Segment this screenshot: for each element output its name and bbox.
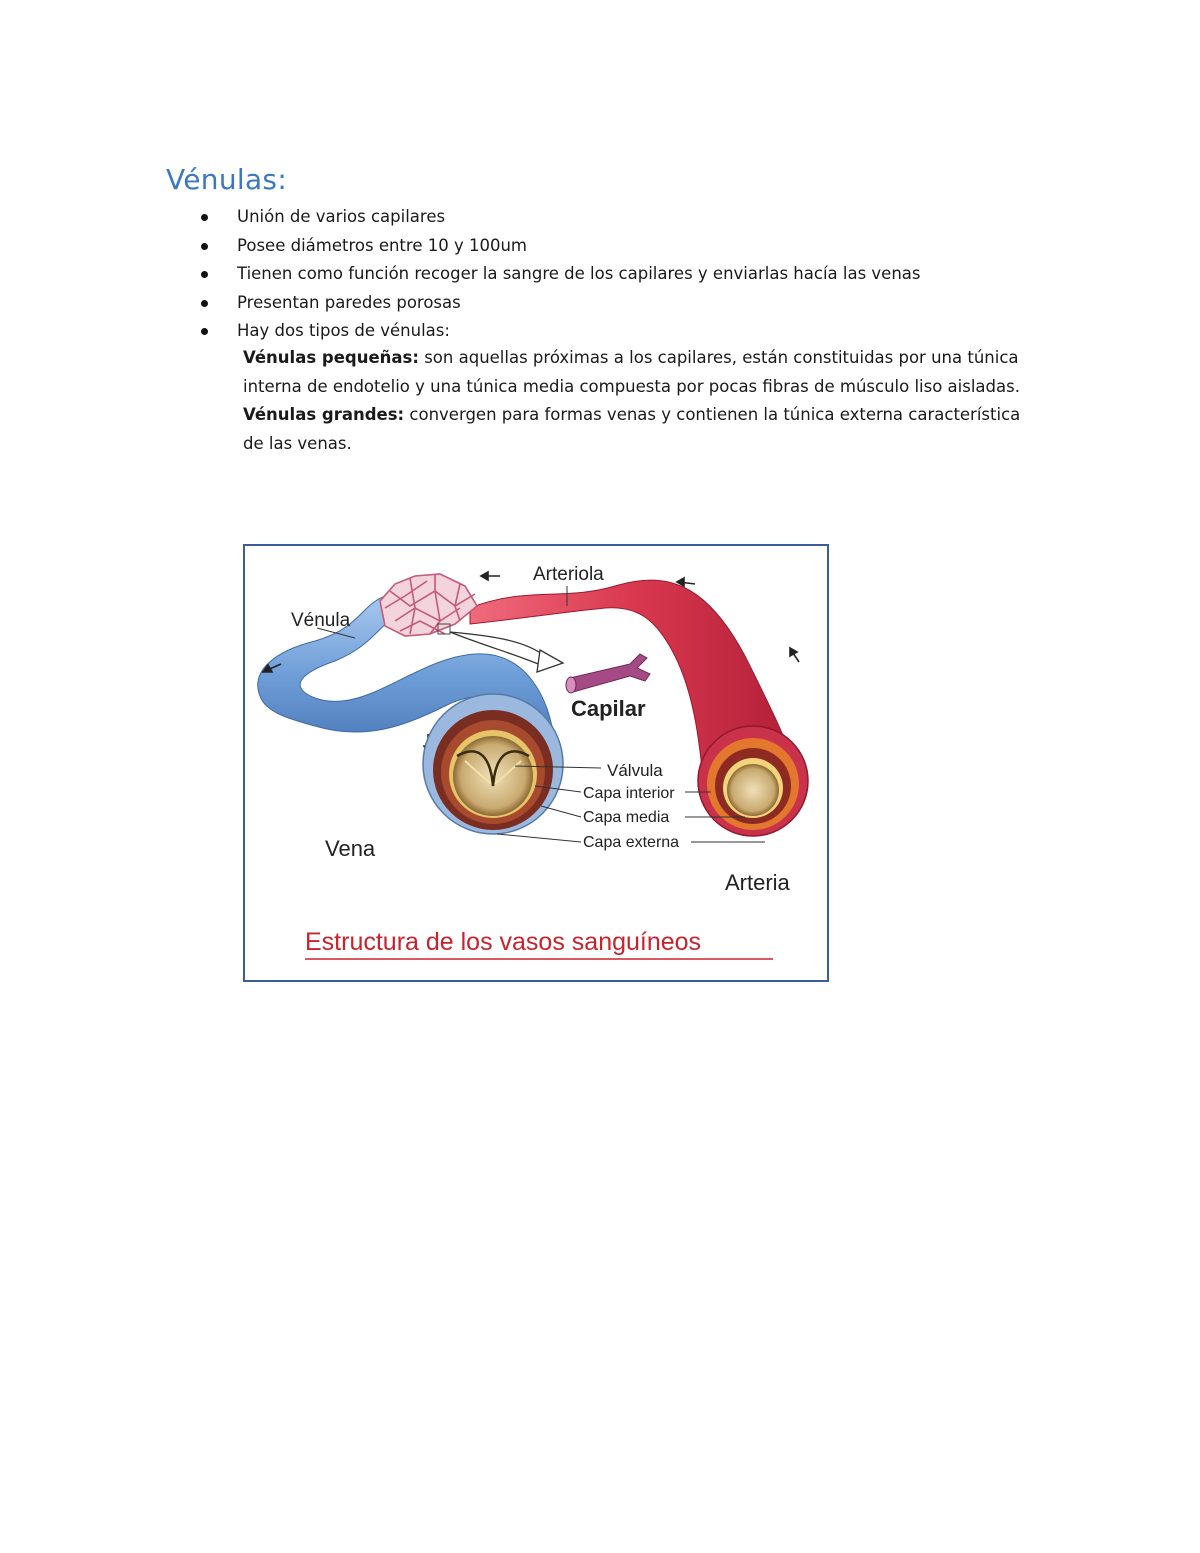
bullet-icon bbox=[201, 300, 208, 307]
label-capilar: Capilar bbox=[571, 696, 646, 721]
bullet-text: Tienen como función recoger la sangre de los capilares y enviarlas hacía las venas bbox=[237, 264, 921, 283]
zoom-arrow-line bbox=[450, 632, 545, 656]
bullet-icon bbox=[201, 243, 208, 250]
type-term: Vénulas pequeñas: bbox=[243, 348, 419, 367]
bullet-text: Unión de varios capilares bbox=[237, 207, 446, 226]
vein-cross-section bbox=[423, 694, 563, 834]
bullet-text: Posee diámetros entre 10 y 100um bbox=[237, 235, 527, 255]
bullet-icon bbox=[201, 328, 208, 335]
list-item bbox=[196, 203, 921, 232]
list-item bbox=[196, 260, 921, 289]
bullet-list bbox=[196, 203, 921, 346]
label-arteria: Arteria bbox=[725, 870, 790, 895]
label-capa-externa: Capa externa bbox=[583, 834, 680, 851]
zoom-arrow-head bbox=[537, 650, 563, 672]
bullet-text: Presentan paredes porosas bbox=[237, 292, 461, 312]
venule-type-large bbox=[243, 401, 1043, 458]
figure-caption: Estructura de los vasos sanguíneos bbox=[305, 928, 702, 956]
capillary-network bbox=[380, 574, 477, 636]
blood-vessel-figure bbox=[243, 544, 829, 982]
bullet-icon bbox=[201, 271, 208, 278]
list-item bbox=[196, 317, 921, 346]
label-valvula: Válvula bbox=[607, 761, 663, 780]
blood-vessel-diagram bbox=[245, 546, 827, 980]
artery-cross-section bbox=[698, 726, 808, 836]
label-arteriola: Arteriola bbox=[533, 564, 604, 585]
list-item bbox=[196, 289, 921, 318]
label-vena: Vena bbox=[325, 836, 376, 861]
type-description: convergen para formas venas y contienen la túnica externa característica de las venas. bbox=[243, 405, 1021, 453]
label-capa-media: Capa media bbox=[583, 809, 670, 826]
label-venula: Vénula bbox=[291, 610, 351, 631]
label-capa-interior: Capa interior bbox=[583, 785, 675, 802]
type-description: son aquellas próximas a los capilares, están constituidas por una túnica interna de endotelio y una túnica media compuesta por pocas fibras de músculo liso aisladas. bbox=[243, 348, 1020, 396]
type-term: Vénulas grandes: bbox=[243, 405, 405, 424]
capillary-segment bbox=[566, 654, 650, 693]
bullet-icon bbox=[201, 214, 208, 221]
venule-types bbox=[243, 344, 1043, 458]
list-item bbox=[196, 232, 921, 261]
bullet-text: Hay dos tipos de vénulas: bbox=[237, 321, 450, 340]
venule-type-small bbox=[243, 344, 1043, 401]
page-title: Vénulas: bbox=[166, 163, 288, 196]
